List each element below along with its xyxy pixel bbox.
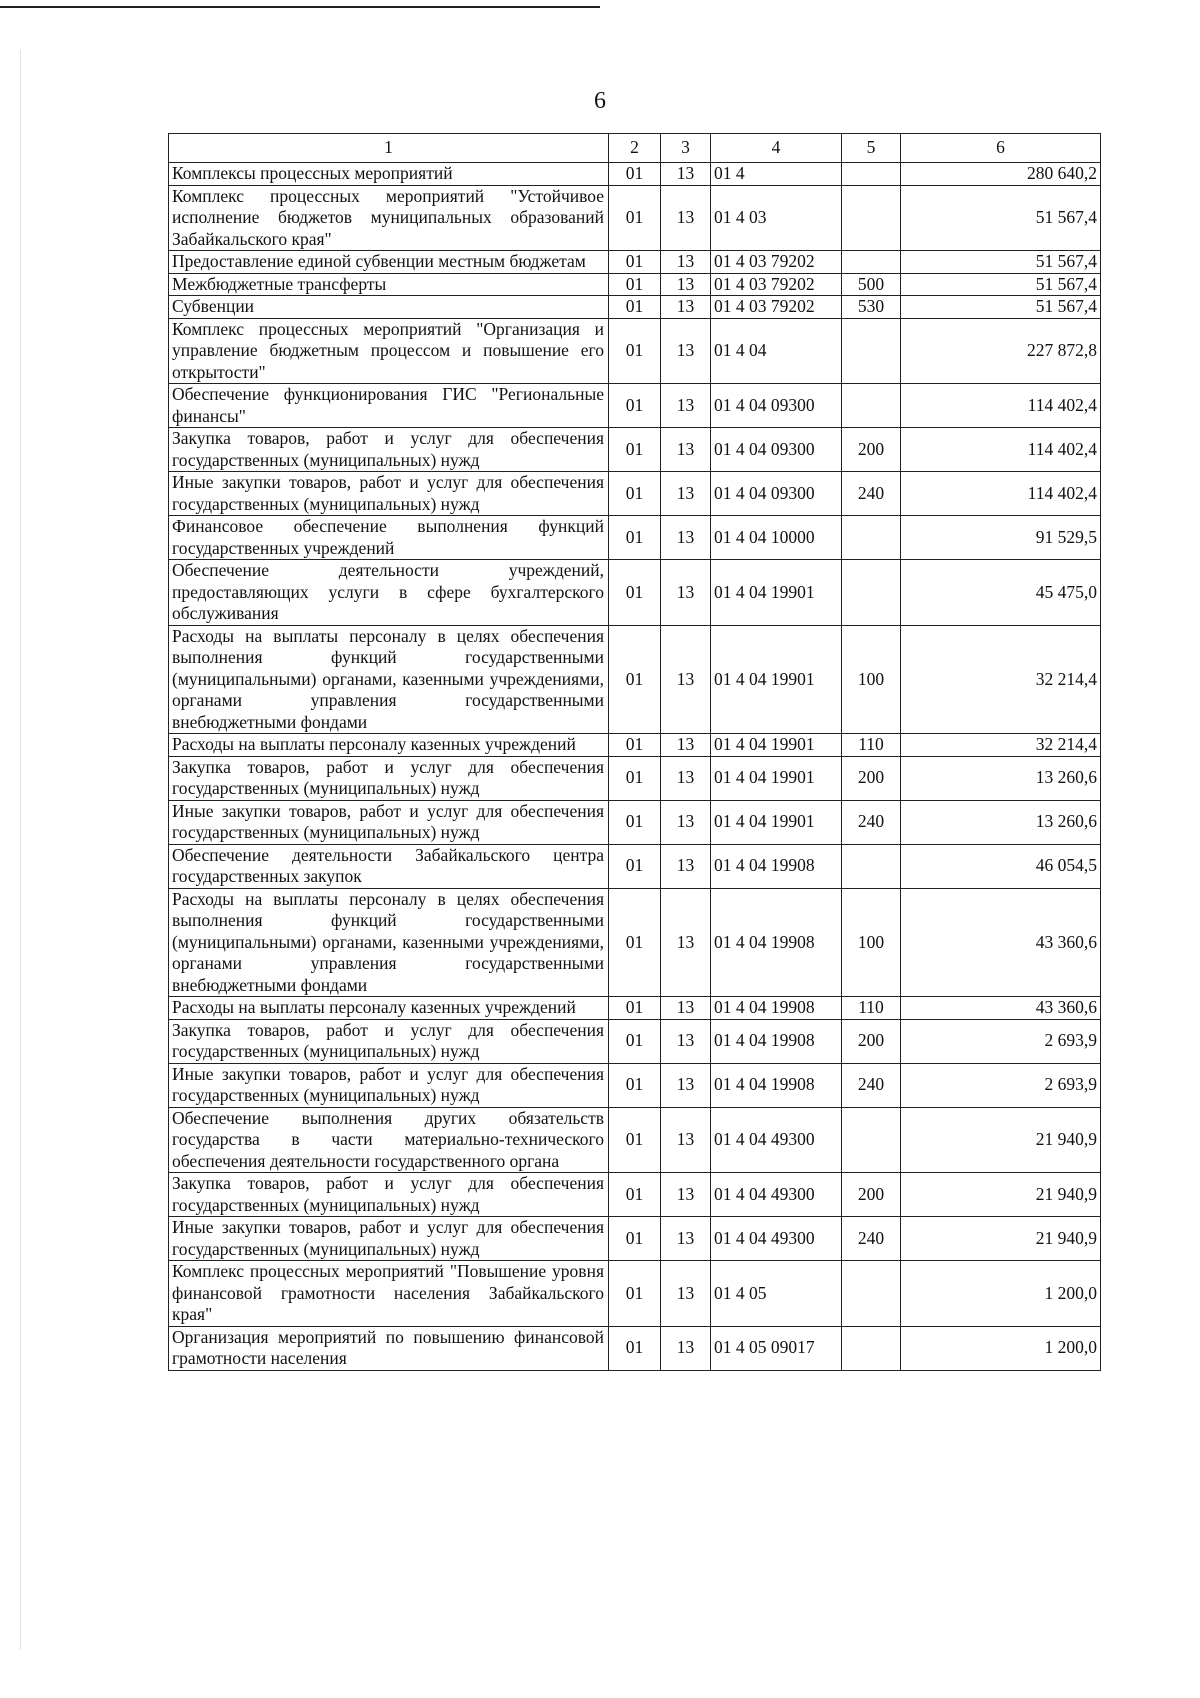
row-section: 01 [609, 997, 661, 1020]
row-subsection: 13 [661, 251, 711, 274]
header-cell-6: 6 [901, 134, 1101, 163]
table-row [169, 1107, 1101, 1173]
row-expense-type: 200 [842, 1173, 901, 1217]
row-target-article: 01 4 04 49300 [711, 1217, 842, 1261]
row-target-article: 01 4 03 79202 [711, 296, 842, 319]
row-expense-type: 100 [842, 888, 901, 997]
row-section: 01 [609, 1261, 661, 1327]
row-target-article: 01 4 04 10000 [711, 516, 842, 560]
row-section: 01 [609, 1019, 661, 1063]
row-expense-type [842, 1261, 901, 1327]
row-section: 01 [609, 516, 661, 560]
row-subsection: 13 [661, 1019, 711, 1063]
row-section: 01 [609, 560, 661, 626]
row-subsection: 13 [661, 844, 711, 888]
row-subsection: 13 [661, 185, 711, 251]
row-name: Закупка товаров, работ и услуг для обеспечения государственных (муниципальных) нужд [169, 1173, 609, 1217]
row-name: Иные закупки товаров, работ и услуг для обеспечения государственных (муниципальных) нужд [169, 472, 609, 516]
header-cell-4: 4 [711, 134, 842, 163]
row-section: 01 [609, 185, 661, 251]
row-target-article: 01 4 04 09300 [711, 472, 842, 516]
row-section: 01 [609, 1217, 661, 1261]
row-subsection: 13 [661, 1326, 711, 1370]
row-expense-type: 500 [842, 273, 901, 296]
row-expense-type [842, 163, 901, 186]
row-name: Расходы на выплаты персоналу казенных учреждений [169, 997, 609, 1020]
table-row [169, 296, 1101, 319]
row-target-article: 01 4 04 19908 [711, 1019, 842, 1063]
row-section: 01 [609, 428, 661, 472]
row-amount: 13 260,6 [901, 800, 1101, 844]
table-row [169, 756, 1101, 800]
row-expense-type [842, 185, 901, 251]
row-expense-type [842, 251, 901, 274]
row-subsection: 13 [661, 734, 711, 757]
row-amount: 45 475,0 [901, 560, 1101, 626]
row-section: 01 [609, 296, 661, 319]
row-expense-type: 200 [842, 428, 901, 472]
row-expense-type [842, 844, 901, 888]
row-target-article: 01 4 03 [711, 185, 842, 251]
table-body [169, 163, 1101, 1371]
row-section: 01 [609, 800, 661, 844]
row-target-article: 01 4 03 79202 [711, 251, 842, 274]
row-amount: 21 940,9 [901, 1217, 1101, 1261]
row-name: Обеспечение деятельности Забайкальского центра государственных закупок [169, 844, 609, 888]
row-target-article: 01 4 04 19908 [711, 844, 842, 888]
table-row [169, 384, 1101, 428]
row-expense-type: 240 [842, 1217, 901, 1261]
row-subsection: 13 [661, 428, 711, 472]
row-name: Расходы на выплаты персоналу в целях обеспечения выполнения функций государственными (муниципальными) органами, казенными учреждениями, органами управления государственными внебюджетными фондами [169, 888, 609, 997]
row-subsection: 13 [661, 472, 711, 516]
header-cell-2: 2 [609, 134, 661, 163]
table-row [169, 1173, 1101, 1217]
row-section: 01 [609, 251, 661, 274]
row-name: Закупка товаров, работ и услуг для обеспечения государственных (муниципальных) нужд [169, 428, 609, 472]
row-amount: 43 360,6 [901, 997, 1101, 1020]
table-row [169, 318, 1101, 384]
table-row [169, 800, 1101, 844]
row-target-article: 01 4 04 49300 [711, 1107, 842, 1173]
row-expense-type: 200 [842, 756, 901, 800]
row-amount: 2 693,9 [901, 1019, 1101, 1063]
row-target-article: 01 4 05 09017 [711, 1326, 842, 1370]
table-row [169, 1261, 1101, 1327]
scan-edge-left [20, 50, 21, 1650]
row-expense-type: 240 [842, 1063, 901, 1107]
row-section: 01 [609, 1107, 661, 1173]
row-name: Субвенции [169, 296, 609, 319]
row-name: Комплекс процессных мероприятий "Организация и управление бюджетным процессом и повышение его открытости" [169, 318, 609, 384]
row-amount: 1 200,0 [901, 1261, 1101, 1327]
row-amount: 32 214,4 [901, 625, 1101, 734]
row-amount: 46 054,5 [901, 844, 1101, 888]
row-expense-type: 110 [842, 997, 901, 1020]
row-subsection: 13 [661, 625, 711, 734]
row-name: Иные закупки товаров, работ и услуг для обеспечения государственных (муниципальных) нужд [169, 1063, 609, 1107]
table-row [169, 428, 1101, 472]
row-name: Комплексы процессных мероприятий [169, 163, 609, 186]
row-subsection: 13 [661, 1217, 711, 1261]
row-target-article: 01 4 04 19908 [711, 1063, 842, 1107]
row-target-article: 01 4 04 19908 [711, 888, 842, 997]
row-section: 01 [609, 384, 661, 428]
row-subsection: 13 [661, 296, 711, 319]
row-expense-type: 100 [842, 625, 901, 734]
row-target-article: 01 4 04 19901 [711, 625, 842, 734]
row-amount: 114 402,4 [901, 472, 1101, 516]
row-expense-type [842, 516, 901, 560]
row-subsection: 13 [661, 800, 711, 844]
row-name: Межбюджетные трансферты [169, 273, 609, 296]
row-section: 01 [609, 1173, 661, 1217]
row-target-article: 01 4 04 09300 [711, 428, 842, 472]
row-name: Иные закупки товаров, работ и услуг для обеспечения государственных (муниципальных) нужд [169, 800, 609, 844]
row-subsection: 13 [661, 273, 711, 296]
table-row [169, 163, 1101, 186]
row-subsection: 13 [661, 1063, 711, 1107]
budget-table [168, 133, 1101, 1371]
row-subsection: 13 [661, 997, 711, 1020]
row-section: 01 [609, 844, 661, 888]
row-section: 01 [609, 318, 661, 384]
row-section: 01 [609, 1326, 661, 1370]
row-target-article: 01 4 04 19901 [711, 800, 842, 844]
row-section: 01 [609, 625, 661, 734]
table-row [169, 516, 1101, 560]
row-expense-type [842, 560, 901, 626]
row-subsection: 13 [661, 516, 711, 560]
table-row [169, 1063, 1101, 1107]
row-amount: 21 940,9 [901, 1107, 1101, 1173]
table-row [169, 997, 1101, 1020]
row-target-article: 01 4 04 49300 [711, 1173, 842, 1217]
header-cell-3: 3 [661, 134, 711, 163]
header-row [169, 134, 1101, 163]
row-subsection: 13 [661, 384, 711, 428]
row-target-article: 01 4 04 19901 [711, 756, 842, 800]
table-row [169, 1217, 1101, 1261]
row-subsection: 13 [661, 888, 711, 997]
row-subsection: 13 [661, 756, 711, 800]
row-name: Обеспечение функционирования ГИС "Региональные финансы" [169, 384, 609, 428]
row-expense-type: 240 [842, 800, 901, 844]
row-section: 01 [609, 472, 661, 516]
header-cell-1: 1 [169, 134, 609, 163]
row-amount: 227 872,8 [901, 318, 1101, 384]
row-expense-type: 200 [842, 1019, 901, 1063]
row-section: 01 [609, 163, 661, 186]
row-expense-type [842, 1107, 901, 1173]
row-expense-type: 240 [842, 472, 901, 516]
table-row [169, 472, 1101, 516]
row-name: Расходы на выплаты персоналу казенных учреждений [169, 734, 609, 757]
row-subsection: 13 [661, 163, 711, 186]
row-section: 01 [609, 734, 661, 757]
row-target-article: 01 4 05 [711, 1261, 842, 1327]
row-expense-type [842, 384, 901, 428]
row-name: Комплекс процессных мероприятий "Повышение уровня финансовой грамотности населения Забайкальского края" [169, 1261, 609, 1327]
row-amount: 114 402,4 [901, 428, 1101, 472]
row-expense-type: 530 [842, 296, 901, 319]
header-cell-5: 5 [842, 134, 901, 163]
row-target-article: 01 4 04 [711, 318, 842, 384]
row-section: 01 [609, 1063, 661, 1107]
row-name: Финансовое обеспечение выполнения функций государственных учреждений [169, 516, 609, 560]
row-target-article: 01 4 04 19908 [711, 997, 842, 1020]
row-expense-type: 110 [842, 734, 901, 757]
table-row [169, 844, 1101, 888]
scan-edge-top [0, 0, 600, 8]
row-section: 01 [609, 756, 661, 800]
table-row [169, 625, 1101, 734]
table-row [169, 888, 1101, 997]
table-row [169, 1326, 1101, 1370]
table-row [169, 185, 1101, 251]
row-subsection: 13 [661, 560, 711, 626]
row-amount: 32 214,4 [901, 734, 1101, 757]
row-amount: 51 567,4 [901, 185, 1101, 251]
row-amount: 280 640,2 [901, 163, 1101, 186]
row-name: Закупка товаров, работ и услуг для обеспечения государственных (муниципальных) нужд [169, 756, 609, 800]
row-amount: 43 360,6 [901, 888, 1101, 997]
table-row [169, 1019, 1101, 1063]
row-name: Обеспечение деятельности учреждений, предоставляющих услуги в сфере бухгалтерского обслуживания [169, 560, 609, 626]
row-name: Предоставление единой субвенции местным бюджетам [169, 251, 609, 274]
row-amount: 51 567,4 [901, 273, 1101, 296]
row-section: 01 [609, 888, 661, 997]
row-subsection: 13 [661, 318, 711, 384]
row-name: Организация мероприятий по повышению финансовой грамотности населения [169, 1326, 609, 1370]
row-amount: 1 200,0 [901, 1326, 1101, 1370]
row-amount: 21 940,9 [901, 1173, 1101, 1217]
row-name: Комплекс процессных мероприятий "Устойчивое исполнение бюджетов муниципальных образований Забайкальского края" [169, 185, 609, 251]
row-amount: 13 260,6 [901, 756, 1101, 800]
row-name: Закупка товаров, работ и услуг для обеспечения государственных (муниципальных) нужд [169, 1019, 609, 1063]
row-subsection: 13 [661, 1107, 711, 1173]
row-target-article: 01 4 04 19901 [711, 734, 842, 757]
row-target-article: 01 4 04 19901 [711, 560, 842, 626]
row-expense-type [842, 1326, 901, 1370]
row-name: Расходы на выплаты персоналу в целях обеспечения выполнения функций государственными (муниципальными) органами, казенными учреждениями, органами управления государственными внебюджетными фондами [169, 625, 609, 734]
table-row [169, 273, 1101, 296]
table-row [169, 560, 1101, 626]
row-amount: 51 567,4 [901, 251, 1101, 274]
row-subsection: 13 [661, 1261, 711, 1327]
row-target-article: 01 4 [711, 163, 842, 186]
page-number: 6 [594, 88, 606, 114]
row-subsection: 13 [661, 1173, 711, 1217]
row-amount: 114 402,4 [901, 384, 1101, 428]
table-row [169, 251, 1101, 274]
row-target-article: 01 4 04 09300 [711, 384, 842, 428]
row-target-article: 01 4 03 79202 [711, 273, 842, 296]
row-amount: 51 567,4 [901, 296, 1101, 319]
table-row [169, 734, 1101, 757]
row-name: Обеспечение выполнения других обязательств государства в части материально-технического обеспечения деятельности государственного органа [169, 1107, 609, 1173]
row-name: Иные закупки товаров, работ и услуг для обеспечения государственных (муниципальных) нужд [169, 1217, 609, 1261]
row-expense-type [842, 318, 901, 384]
row-section: 01 [609, 273, 661, 296]
row-amount: 91 529,5 [901, 516, 1101, 560]
row-amount: 2 693,9 [901, 1063, 1101, 1107]
